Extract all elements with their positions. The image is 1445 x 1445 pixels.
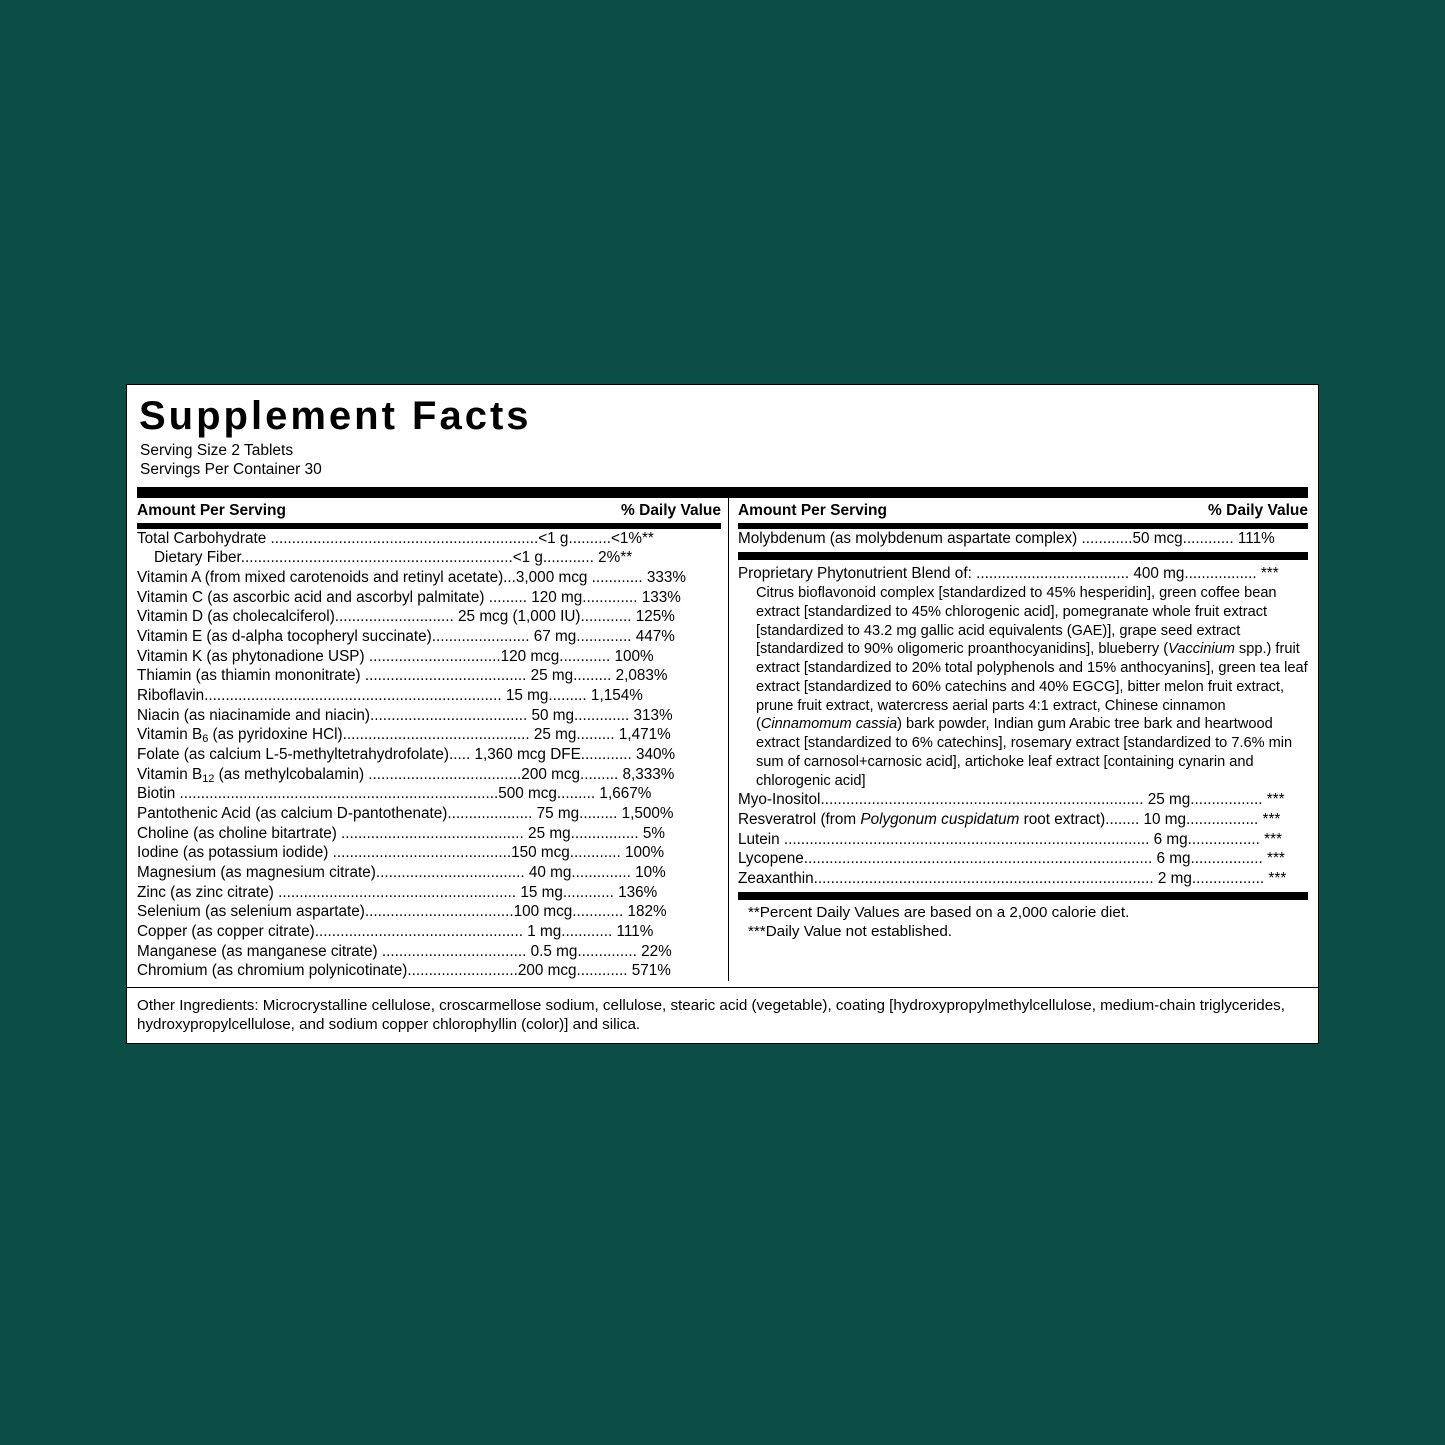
table-row: Total Carbohydrate ...............................................................<1 g..........<1%** bbox=[137, 529, 654, 547]
table-row: Riboflavin...................................................................... 15 mg......... 1,154% bbox=[137, 687, 643, 704]
table-row: Magnesium (as magnesium citrate)................................... 40 mg.............. 10% bbox=[137, 863, 666, 881]
servings-per-container: Servings Per Container 30 bbox=[140, 461, 322, 479]
page-title: Supplement Facts bbox=[139, 394, 532, 438]
table-row: Folate (as calcium L-5-methyltetrahydrofolate)..... 1,360 mcg DFE............ 340% bbox=[137, 745, 676, 763]
header-amount-right: Amount Per Serving bbox=[737, 501, 887, 519]
table-row: Zinc (as zinc citrate) ........................................................ 15 mg............ 136% bbox=[137, 883, 658, 901]
nutrition-column-right bbox=[729, 498, 1308, 981]
blend-title: Proprietary Phytonutrient Blend of: .................................... 400 mg................. *** bbox=[737, 565, 1279, 583]
footnote-no-dv: ***Daily Value not established. bbox=[747, 923, 953, 941]
resveratrol-italic: Polygonum cuspidatum bbox=[860, 810, 1020, 828]
resveratrol-post: root extract)........ 10 mg................. *** bbox=[1019, 810, 1281, 828]
footnote-divider-bar bbox=[738, 892, 1308, 900]
table-row: Chromium (as chromium polynicotinate)..........................200 mcg............ 571% bbox=[137, 962, 671, 980]
table-row: Niacin (as niacinamide and niacin)..................................... 50 mg............. 313% bbox=[137, 706, 673, 724]
table-row: Vitamin D (as cholecalciferol)............................ 25 mcg (1,000 IU)............ 125% bbox=[137, 608, 675, 626]
table-row-vitamin-b6: Vitamin $B_6$ (as pyridoxine HCl)............................................ 25 mg......... 1,471% bbox=[137, 726, 671, 745]
table-row-lycopene: Lycopene.................................................................................. 6 mg................. *** bbox=[737, 850, 1285, 868]
other-ingredients-box bbox=[126, 988, 1319, 1044]
table-row-zeaxanthin: Zeaxanthin................................................................................ 2 mg................. *** bbox=[737, 869, 1287, 887]
table-row-molybdenum: Molybdenum (as molybdenum aspartate complex) ............50 mcg............ 111% bbox=[737, 529, 1275, 547]
blend-desc-part-2: spp.) fruit extract [standardized to 20% total polyphenols and 15% anthocyanins], green tea leaf extract [standardized to 60% catechins and 40% EGCG], bitter melon fruit extract, prune fruit extract, watercress aerial parts 4:1 extract, Chinese cinnamon ( bbox=[755, 641, 1308, 733]
header-dv-right: % Daily Value bbox=[1208, 501, 1308, 519]
header-divider-bar bbox=[137, 487, 1308, 498]
table-row: Biotin ...........................................................................500 mcg......... 1,667% bbox=[137, 785, 652, 803]
serving-size: Serving Size 2 Tablets bbox=[140, 442, 294, 459]
table-row: Manganese (as manganese citrate) .................................. 0.5 mg.............. 22% bbox=[137, 942, 672, 960]
resveratrol-pre: Resveratrol (from bbox=[737, 810, 861, 828]
table-row: Choline (as choline bitartrate) ........................................... 25 mg................ 5% bbox=[137, 824, 665, 842]
table-row: Pantothenic Acid (as calcium D-pantothenate).................... 75 mg......... 1,500% bbox=[137, 804, 674, 822]
nutrition-columns bbox=[137, 498, 1308, 981]
table-row: Vitamin E (as d-alpha tocopheryl succinate)....................... 67 mg............. 447% bbox=[137, 628, 675, 646]
column-header-left bbox=[137, 498, 721, 529]
table-row-vitamin-b12: Vitamin $B_{12}$ (as methylcobalamin) ....................................200 mcg......... 8,333% bbox=[137, 765, 675, 785]
blend-desc-part-1: Citrus bioflavonoid complex [standardized to 45% hesperidin], green coffee bean extract [standardized to 45% chlorogenic acid], pomegranate whole fruit extract [standardized to 43.2 mg gallic acid equivalents (GAE)], grape seed extract [standardized to 90% oligomeric proanthocyanidins], blueberry ( bbox=[755, 585, 1277, 658]
table-row-lutein: Lutein ...................................................................................... 6 mg................. *** bbox=[737, 830, 1283, 848]
nutrition-column-left bbox=[137, 498, 729, 981]
table-row: Vitamin K (as phytonadione USP) ...............................120 mcg............ 100% bbox=[137, 647, 654, 665]
other-ingredients-text: Other Ingredients: Microcrystalline cellulose, croscarmellose sodium, cellulose, stearic acid (vegetable), coating [hydroxypropylmethylcellulose, medium-chain triglycerides, hydroxypropylcellulose, and sodium copper chlorophyllin (color)] and silica. bbox=[137, 996, 1285, 1034]
blend-divider-bar bbox=[738, 552, 1308, 560]
table-row: Iodine (as potassium iodide) ..........................................150 mcg............ 100% bbox=[137, 844, 665, 862]
table-row-myo-inositol: Myo-Inositol............................................................................ 25 mg................. *** bbox=[737, 791, 1285, 809]
footnote-percent-dv: **Percent Daily Values are based on a 2,000 calorie diet. bbox=[747, 903, 1130, 921]
column-header-right bbox=[738, 498, 1308, 529]
header-dv-left: % Daily Value bbox=[621, 501, 721, 519]
table-row: Selenium (as selenium aspartate)...................................100 mcg............ 182% bbox=[137, 903, 667, 921]
facts-box bbox=[126, 384, 1319, 988]
table-row: Vitamin C (as ascorbic acid and ascorbyl palmitate) ......... 120 mg............. 133% bbox=[137, 588, 681, 606]
table-row: Dietary Fiber................................................................<1 g............ 2%** bbox=[154, 549, 633, 567]
table-row: Vitamin A (from mixed carotenoids and retinyl acetate)...3,000 mcg ............ 333% bbox=[137, 569, 686, 587]
blend-desc-italic-vaccinium: Vaccinium bbox=[1168, 641, 1235, 658]
blend-description bbox=[738, 584, 1308, 790]
blend-desc-italic-cinnamomum: Cinnamomum cassia bbox=[760, 716, 898, 733]
table-row: Copper (as copper citrate)................................................. 1 mg............ 111% bbox=[137, 922, 654, 940]
supplement-facts-panel bbox=[126, 384, 1319, 1044]
blend-desc-part-3: ) bark powder, Indian gum Arabic tree bark and heartwood extract [standardized to 6% catechins], rosemary extract [standardized to 7.6% min sum of carnosol+carnosic acid], artichoke leaf extract [containing cynarin and chlorogenic acid] bbox=[755, 716, 1293, 789]
table-row: Thiamin (as thiamin mononitrate) ...................................... 25 mg......... 2,083% bbox=[137, 667, 668, 685]
table-row-resveratrol bbox=[738, 810, 1308, 830]
header-amount-left: Amount Per Serving bbox=[137, 501, 286, 519]
